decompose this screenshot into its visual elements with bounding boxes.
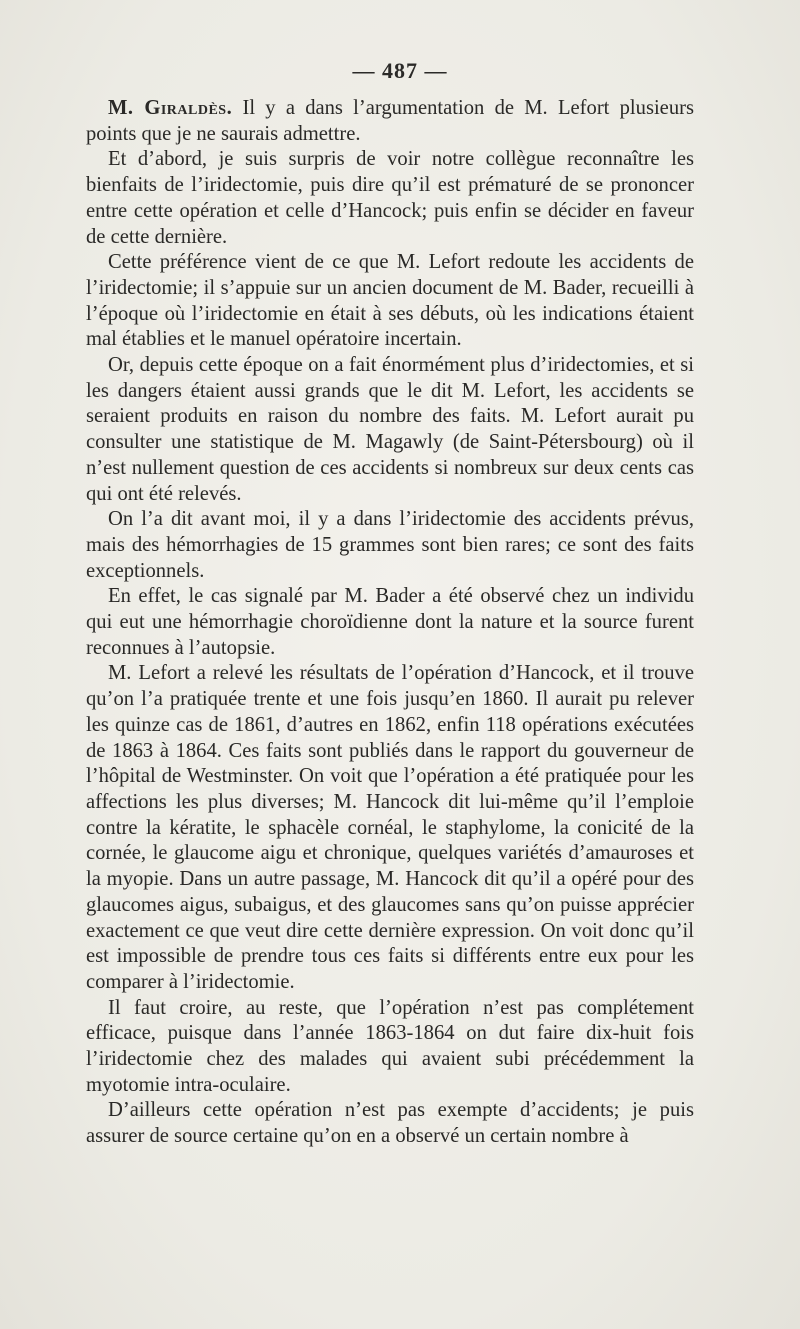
paragraph-5: On l’a dit avant moi, il y a dans l’iridectomie des accidents prévus, mais des hémorrhagies de 15 grammes sont bien rares; ce sont des faits exceptionnels. bbox=[86, 508, 694, 582]
speaker-name: M. Giraldès. bbox=[108, 97, 233, 119]
paragraph-9: D’ailleurs cette opération n’est pas exempte d’accidents; je puis assurer de source certaine qu’on en a observé un certain nombre à bbox=[86, 1099, 694, 1148]
paragraph-3: Cette préférence vient de ce que M. Lefort redoute les accidents de l’iridectomie; il s’appuie sur un ancien document de M. Bader, recueilli à l’époque où l’iridectomie en était à ses débuts, où les indications étaient mal établies et le manuel opératoire incertain. bbox=[86, 251, 694, 351]
paragraph-1-text: Il y a dans l’argumentation de M. Lefort plusieurs points que je ne saurais admettre. bbox=[86, 97, 694, 145]
paragraph-7: M. Lefort a relevé les résultats de l’opération d’Hancock, et il trouve qu’on l’a pratiquée trente et une fois jusqu’en 1860. Il aurait pu relever les quinze cas de 1861, d’autres en 1862, enfin 118 opérations exécutées de 1863 à 1864. Ces faits sont publiés dans le rapport du gouverneur de l’hôpital de Westminster. On voit que l’opération a été pratiquée pour les affections les plus diverses; M. Hancock dit lui-même qu’il l’emploie contre la kératite, le sphacèle cornéal, le staphylome, la conicité de la cornée, le glaucome aigu et chronique, quelques variétés d’amauroses et la myopie. Dans un autre passage, M. Hancock dit qu’il a opéré pour des glaucomes aigus, subaigus, et des glaucomes sans qu’on puisse apprécier exactement ce que veut dire cette dernière expression. On voit donc qu’il est impossible de prendre tous ces faits si différents entre eux pour les comparer à l’iridectomie. bbox=[86, 662, 694, 993]
paragraph-1 bbox=[86, 96, 694, 147]
paragraph-6: En effet, le cas signalé par M. Bader a été observé chez un individu qui eut une hémorrhagie choroïdienne dont la nature et la source furent reconnues à l’autopsie. bbox=[86, 585, 694, 659]
paragraph-4: Or, depuis cette époque on a fait énormément plus d’iridectomies, et si les dangers étaient aussi grands que le dit M. Lefort, les accidents se seraient produits en raison du nombre des faits. M. Lefort aurait pu consulter une statistique de M. Magawly (de Saint-Pétersbourg) où il n’est nullement question de ces accidents si nombreux sur deux cents cas qui ont été relevés. bbox=[86, 354, 694, 505]
body-text bbox=[86, 96, 694, 1150]
paragraph-2: Et d’abord, je suis surpris de voir notre collègue reconnaître les bienfaits de l’iridectomie, puis dire qu’il est prématuré de se prononcer entre cette opération et celle d’Hancock; puis enfin se décider en faveur de cette dernière. bbox=[86, 148, 694, 248]
page-number: — 487 — bbox=[352, 58, 448, 83]
paragraph-8: Il faut croire, au reste, que l’opération n’est pas complétement efficace, puisque dans l’année 1863-1864 on dut faire dix-huit fois l’iridectomie chez des malades qui avaient subi précédemment la myotomie intra-oculaire. bbox=[86, 996, 694, 1096]
